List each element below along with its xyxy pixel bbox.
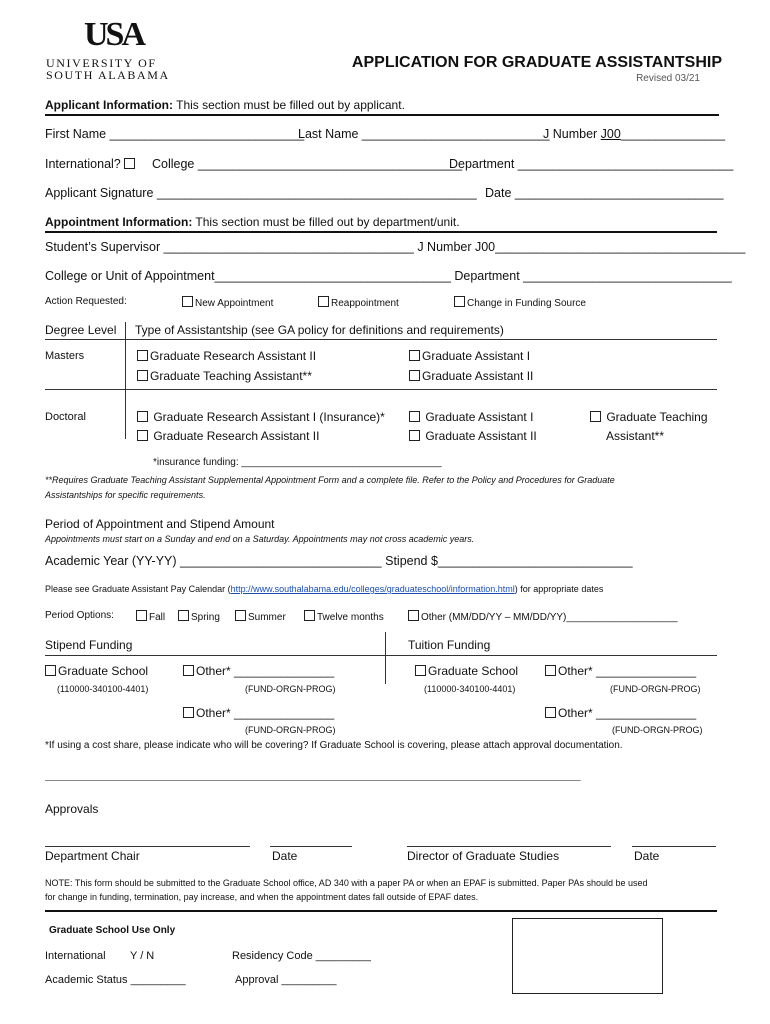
university-name-line2: SOUTH ALABAMA (46, 68, 170, 82)
unit-of-appointment-field[interactable]: College or Unit of Appointment__________________________________ Department ______________________________ (45, 269, 732, 283)
stipend-other2-checkbox[interactable]: Other* _______________ (183, 706, 334, 720)
funding-column-divider (385, 632, 386, 684)
applicant-date-field[interactable]: Date ______________________________ (485, 186, 724, 200)
doctoral-ga-i-checkbox[interactable]: Graduate Assistant I (409, 410, 533, 424)
masters-ga-ii-checkbox[interactable]: Graduate Assistant II (409, 369, 533, 383)
checkbox-icon[interactable] (183, 665, 194, 676)
period-spring-checkbox[interactable]: Spring (178, 610, 220, 623)
approvals-heading: Approvals (45, 802, 99, 816)
funding-divider (45, 655, 717, 656)
applicant-signature-field[interactable]: Applicant Signature ______________________________________________ (45, 186, 477, 200)
tuition-other2-checkbox[interactable]: Other* _______________ (545, 706, 696, 720)
degree-level-header: Degree Level (45, 323, 117, 337)
checkbox-icon[interactable] (183, 707, 194, 718)
table-divider (45, 339, 717, 340)
doctoral-gra-ii-checkbox[interactable]: Graduate Research Assistant II (137, 429, 319, 443)
checkbox-icon[interactable] (45, 665, 56, 676)
checkbox-icon[interactable] (409, 411, 420, 422)
masters-ga-i-checkbox[interactable]: Graduate Assistant I (409, 349, 530, 363)
checkbox-icon[interactable] (137, 430, 148, 441)
checkbox-icon[interactable] (545, 707, 556, 718)
office-yn-field[interactable]: Y / N (130, 950, 155, 962)
masters-gta-checkbox[interactable]: Graduate Teaching Assistant** (137, 369, 312, 383)
period-note: Appointments must start on a Sunday and end on a Saturday. Appointments may not cross academic years. (45, 534, 475, 544)
checkbox-icon[interactable] (235, 610, 246, 621)
checkbox-icon[interactable] (318, 296, 329, 307)
director-date-line[interactable] (632, 846, 716, 847)
tuition-account-number: (110000-340100-4401) (424, 684, 516, 694)
period-other-checkbox[interactable]: Other (MM/DD/YY – MM/DD/YY)____________________ (408, 610, 678, 623)
form-title: APPLICATION FOR GRADUATE ASSISTANTSHIP (351, 54, 722, 71)
applicant-section-heading: Applicant Information: This section must be filled out by applicant. (45, 98, 405, 112)
chair-date-label: Date (272, 849, 298, 863)
tuition-fop-label-2: (FUND-ORGN-PROG) (612, 725, 703, 735)
last-name-field[interactable]: Last Name ___________________________ (298, 127, 550, 141)
checkbox-icon[interactable] (408, 610, 419, 621)
cost-share-field[interactable]: ___________________________________________________________________________________________________________ (45, 771, 581, 781)
office-use-heading: Graduate School Use Only (49, 925, 176, 936)
doctoral-gra-i-checkbox[interactable]: Graduate Research Assistant I (Insurance)* (137, 410, 385, 424)
office-stamp-box (512, 918, 663, 994)
masters-gra-ii-checkbox[interactable]: Graduate Research Assistant II (137, 349, 316, 363)
gta-footnote: **Requires Graduate Teaching Assistant Supplemental Appointment Form and a complete file. Refer to the Policy and Procedures for Graduate (45, 475, 615, 485)
checkbox-icon[interactable] (137, 350, 148, 361)
checkbox-icon[interactable] (415, 665, 426, 676)
section-divider (45, 231, 717, 233)
approval-field[interactable]: Approval _________ (235, 974, 337, 986)
checkbox-icon[interactable] (409, 430, 420, 441)
period-twelve-months-checkbox[interactable]: Twelve months (304, 610, 384, 623)
doctoral-ga-ii-checkbox[interactable]: Graduate Assistant II (409, 429, 537, 443)
checkbox-icon[interactable] (137, 411, 148, 422)
chair-date-line[interactable] (270, 846, 352, 847)
change-funding-checkbox[interactable]: Change in Funding Source (454, 296, 586, 309)
tuition-other-checkbox[interactable]: Other* _______________ (545, 664, 696, 678)
period-options-label: Period Options: (45, 610, 114, 621)
checkbox-icon[interactable] (409, 370, 420, 381)
checkbox-icon[interactable] (590, 411, 601, 422)
period-summer-checkbox[interactable]: Summer (235, 610, 286, 623)
pay-calendar-link[interactable]: http://www.southalabama.edu/colleges/graduateschool/information.html (230, 584, 515, 594)
first-name-field[interactable]: First Name ____________________________ (45, 127, 305, 141)
residency-code-field[interactable]: Residency Code _________ (232, 950, 371, 962)
gta-footnote-cont: Assistantships for specific requirements. (45, 490, 206, 500)
stipend-funding-heading: Stipend Funding (45, 638, 133, 652)
university-name-line1: UNIVERSITY OF (46, 56, 157, 70)
checkbox-icon[interactable] (178, 610, 189, 621)
chair-signature-line[interactable] (45, 846, 250, 847)
university-logo-mark: USA (84, 16, 144, 53)
international-checkbox[interactable]: International? (45, 157, 137, 171)
checkbox-icon[interactable] (304, 610, 315, 621)
director-label: Director of Graduate Studies (407, 849, 560, 863)
doctoral-label: Doctoral (45, 411, 86, 423)
checkbox-icon[interactable] (136, 610, 147, 621)
checkbox-icon[interactable] (137, 370, 148, 381)
college-field[interactable]: College ______________________________________ (152, 157, 463, 171)
period-heading: Period of Appointment and Stipend Amount (45, 517, 275, 531)
tuition-fop-label: (FUND-ORGN-PROG) (610, 684, 701, 694)
j-number-field[interactable]: J Number J00_______________ (543, 127, 726, 141)
academic-year-stipend-field[interactable]: Academic Year (YY-YY) _____________________________ Stipend $____________________________ (45, 554, 633, 568)
office-international-label: International (45, 950, 106, 962)
stipend-grad-school-checkbox[interactable]: Graduate School (45, 664, 148, 678)
checkbox-icon[interactable] (409, 350, 420, 361)
cost-share-note: *If using a cost share, please indicate who will be covering? If Graduate School is covering, please attach approval documentation. (45, 740, 623, 751)
director-date-label: Date (634, 849, 660, 863)
insurance-funding-field[interactable]: *insurance funding: ____________________________________ (153, 457, 442, 468)
stipend-other-checkbox[interactable]: Other* _______________ (183, 664, 334, 678)
academic-status-field[interactable]: Academic Status _________ (45, 974, 186, 986)
stipend-fop-label-2: (FUND-ORGN-PROG) (245, 725, 336, 735)
stipend-fop-label: (FUND-ORGN-PROG) (245, 684, 336, 694)
stipend-account-number: (110000-340100-4401) (57, 684, 149, 694)
period-fall-checkbox[interactable]: Fall (136, 610, 165, 623)
revision-date: Revised 03/21 (636, 73, 700, 84)
director-signature-line[interactable] (407, 846, 611, 847)
section-divider (45, 114, 719, 116)
checkbox-icon[interactable] (182, 296, 193, 307)
tuition-funding-heading: Tuition Funding (408, 638, 491, 652)
submission-note: NOTE: This form should be submitted to the Graduate School office, AD 340 with a paper PA or when an EPAF is submitted. Paper PAs should be used (45, 878, 648, 888)
table-divider (45, 389, 717, 390)
pay-calendar-note: Please see Graduate Assistant Pay Calendar (http://www.southalabama.edu/colleges/graduateschool/information.html) for appropriate dates (45, 584, 604, 594)
department-chair-label: Department Chair (45, 849, 140, 863)
tuition-grad-school-checkbox[interactable]: Graduate School (415, 664, 518, 678)
department-field[interactable]: Department _______________________________ (449, 157, 734, 171)
submission-note-cont: for change in funding, termination, pay increase, and when the appointment dates fall outside of EPAF dates. (45, 892, 479, 902)
doctoral-gta-label-cont: Assistant** (606, 429, 665, 443)
action-requested-label: Action Requested: (45, 296, 127, 307)
assistantship-type-header: Type of Assistantship (see GA policy for definitions and requirements) (135, 323, 504, 337)
checkbox-icon[interactable] (545, 665, 556, 676)
masters-label: Masters (45, 350, 85, 362)
section-divider (45, 910, 717, 912)
checkbox-icon[interactable] (454, 296, 465, 307)
supervisor-field[interactable]: Student’s Supervisor ____________________________________ J Number J00____________________________________ (45, 240, 746, 254)
checkbox-icon[interactable] (124, 158, 135, 169)
appointment-section-heading: Appointment Information: This section must be filled out by department/unit. (45, 215, 460, 229)
reappointment-checkbox[interactable]: Reappointment (318, 296, 399, 309)
doctoral-gta-checkbox[interactable]: Graduate Teaching (590, 410, 708, 424)
new-appointment-checkbox[interactable]: New Appointment (182, 296, 273, 309)
